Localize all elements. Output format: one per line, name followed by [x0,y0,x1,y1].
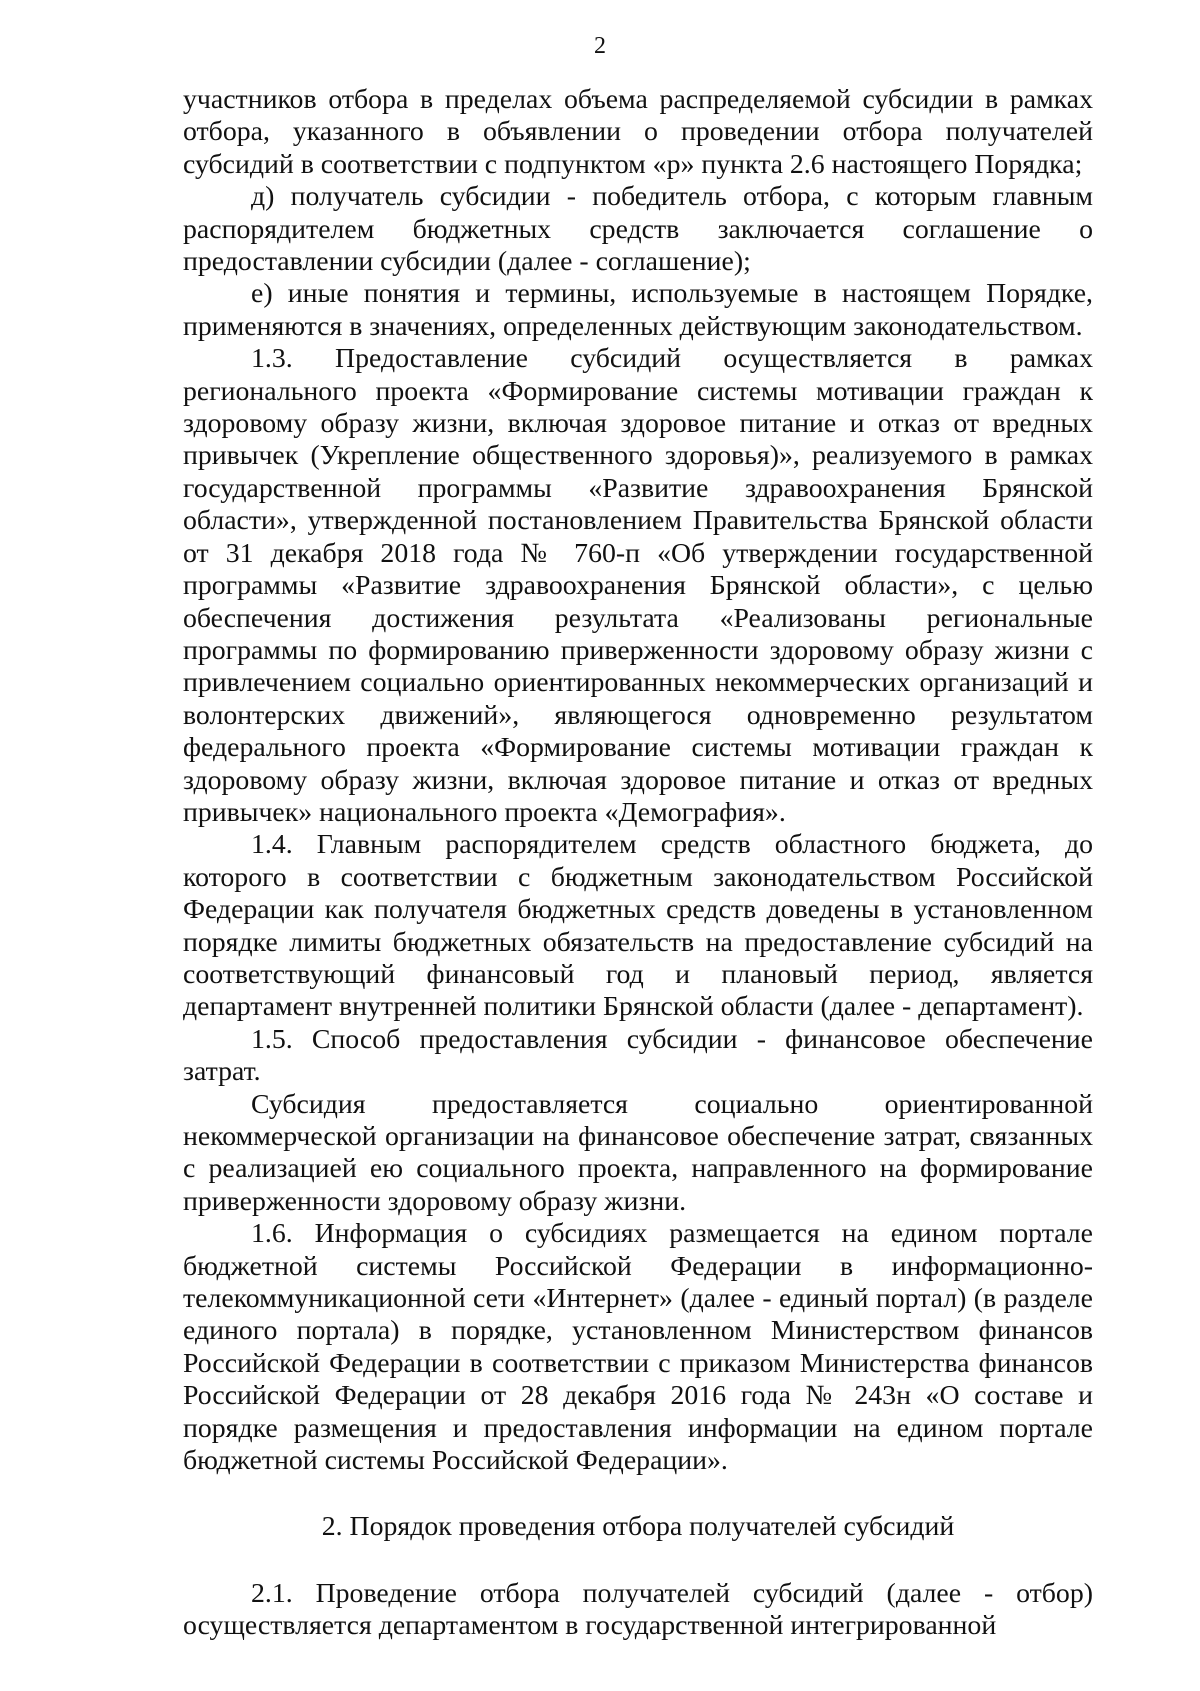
paragraph: 2.1. Проведение отбора получателей субсидий (далее - отбор) осуществляется департаментом в государственной интегрированной [183,1577,1093,1642]
paragraph: участников отбора в пределах объема распределяемой субсидии в рамках отбора, указанного в объявлении о проведении отбора получателей субсидий в соответствии с подпунктом «р» пункта 2.6 настоящего Порядка; [183,84,1093,180]
paragraph: Субсидия предоставляется социально ориентированной некоммерческой организации на финансовое обеспечение затрат, связанных с реализацией ею социального проекта, направленного на формирование приверженности здоровому образу жизни. [183,1088,1093,1217]
page-number: 2 [594,33,606,59]
section-heading: 2. Порядок проведения отбора получателей субсидий [321,1511,955,1543]
paragraph: д) получатель субсидии - победитель отбора, с которым главным распорядителем бюджетных средств заключается соглашение о предоставлении субсидии (далее - соглашение); [183,181,1093,278]
document-body [183,84,1093,1643]
paragraph: 1.6. Информация о субсидиях размещается на едином портале бюджетной системы Российской Федерации в информационно-телекоммуникационной сети «Интернет» (далее - единый портал) (в разделе единого портала) в порядке, установленном Министерством финансов Российской Федерации в соответствии с приказом Министерства финансов Российской Федерации от 28 декабря 2016 года № 243н «О составе и порядке размещения и предоставления информации на едином портале бюджетной системы Российской Федерации». [183,1218,1093,1477]
paragraph: 1.4. Главным распорядителем средств областного бюджета, до которого в соответствии с бюджетным законодательством Российской Федерации как получателя бюджетных средств доведены в установленном порядке лимиты бюджетных обязательств на предоставление субсидий на соответствующий финансовый год и плановый период, является департамент внутренней политики Брянской области (далее - департамент). [183,829,1093,1023]
paragraph: е) иные понятия и термины, используемые в настоящем Порядке, применяются в значениях, определенных действующим законодательством. [183,278,1093,342]
paragraph: 1.3. Предоставление субсидий осуществляется в рамках регионального проекта «Формирование системы мотивации граждан к здоровому образу жизни, включая здоровое питание и отказ от вредных привычек (Укрепление общественного здоровья)», реализуемого в рамках государственной программы «Развитие здравоохранения Брянской области», утвержденной постановлением Правительства Брянской области от 31 декабря 2018 года № 760-п «Об утверждении государственной программы «Развитие здравоохранения Брянской области», с целью обеспечения достижения результата «Реализованы региональные программы по формированию приверженности здоровому образу жизни с привлечением социально ориентированных некоммерческих организаций и волонтерских движений», являющегося одновременно результатом федерального проекта «Формирование системы мотивации граждан к здоровому образу жизни, включая здоровое питание и отказ от вредных привычек» национального проекта «Демография». [183,343,1093,828]
paragraph: 1.5. Способ предоставления субсидии - финансовое обеспечение затрат. [183,1023,1093,1088]
